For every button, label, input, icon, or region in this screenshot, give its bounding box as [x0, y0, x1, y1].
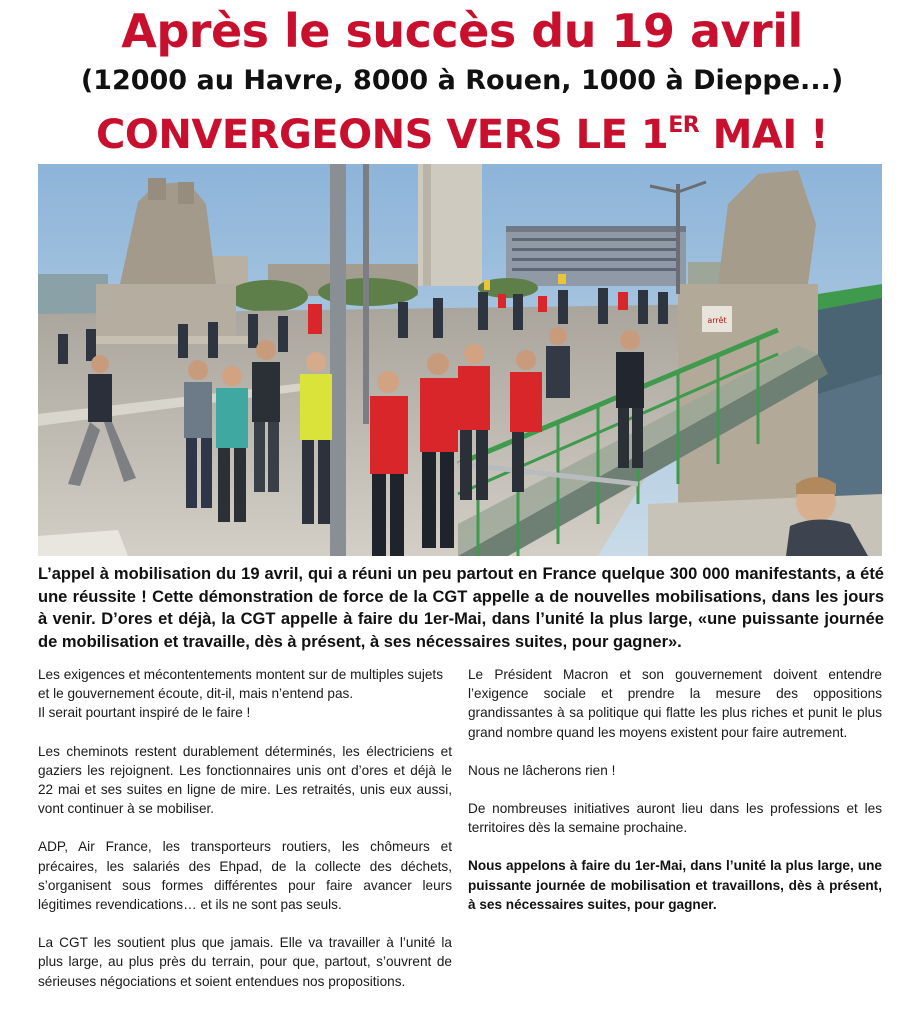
- headline-end: MAI !: [699, 112, 828, 158]
- left-column: [38, 665, 452, 1010]
- right-column: [468, 665, 882, 933]
- headline: [0, 108, 924, 162]
- right-paragraph-3: De nombreuses initiatives auront lieu dans les professions et les territoires dès la semaine prochaine.: [468, 801, 882, 836]
- left-p1-line2: Il serait pourtant inspiré de le faire !: [38, 705, 251, 721]
- intro-paragraph: L’appel à mobilisation du 19 avril, qui a réuni un peu partout en France quelque 300 000 manifestants, a été une réussite ! Cette démonstration de force de la CGT appelle a de nouvelles mobilisations, dans les jours à venir. D’ores et déjà, la CGT appelle à faire du 1er-Mai, dans l’unité la plus large, «une puissante journée de mobilisation et travaille, dès à présent, à ses nécessaires suites, pour gagner».: [38, 565, 884, 651]
- pillar-sign-text: arrêt: [707, 316, 727, 325]
- page-subtitle: (12000 au Havre, 8000 à Rouen, 1000 à Dieppe...): [80, 65, 844, 96]
- left-p1-line1: Les exigences et mécontentements montent sur de multiples sujets et le gouvernement écoute, dit-il, mais n’entend pas.: [38, 667, 444, 702]
- page-title: Après le succès du 19 avril: [121, 4, 803, 58]
- street-lamp: [676, 184, 680, 294]
- right-paragraph-1: Le Président Macron et son gouvernement doivent entendre l’exigence sociale et prendre la mesure des oppositions grandissantes à sa politique qui flatte les plus riches et punit le plus grand nombre quand les moyens existent pour faire autrement.: [468, 667, 882, 740]
- left-paragraph-2: Les cheminots restent durablement déterminés, les électriciens et gaziers les rejoignent. Les fonctionnaires unis ont d’ores et déjà le 22 mai et ses suites en ligne de mire. Les retraités, unis eux aussi, vont continuer à se mobiliser.: [38, 743, 452, 817]
- right-paragraph-4: Nous appelons à faire du 1er-Mai, dans l’unité la plus large, une puissante journée de mobilisation et travaillons, dès à présent, à ses nécessaires suites, pour gagner.: [468, 858, 882, 912]
- left-paragraph-1: [38, 665, 452, 723]
- demonstration-photo: [38, 164, 882, 556]
- left-paragraph-4: La CGT les soutient plus que jamais. Elle va travailler à l’unité la plus large, au plus près du terrain, pour que, partout, s’ouvrent de sérieuses négociations et soient entendues nos propositions.: [38, 935, 452, 989]
- right-paragraph-2: Nous ne lâcherons rien !: [468, 762, 616, 778]
- headline-superscript: ER: [668, 113, 700, 138]
- left-paragraph-3: ADP, Air France, les transporteurs routiers, les chômeurs et précaires, les salariés des Ehpad, de la collecte des déchets, s’organisent sous formes différentes pour faire avancer leurs légitimes revendications… et ils ne sont pas seuls.: [38, 839, 452, 913]
- lamp-post: [363, 164, 369, 424]
- lamp-post: [330, 164, 346, 556]
- headline-main: CONVERGEONS VERS LE 1: [96, 112, 669, 158]
